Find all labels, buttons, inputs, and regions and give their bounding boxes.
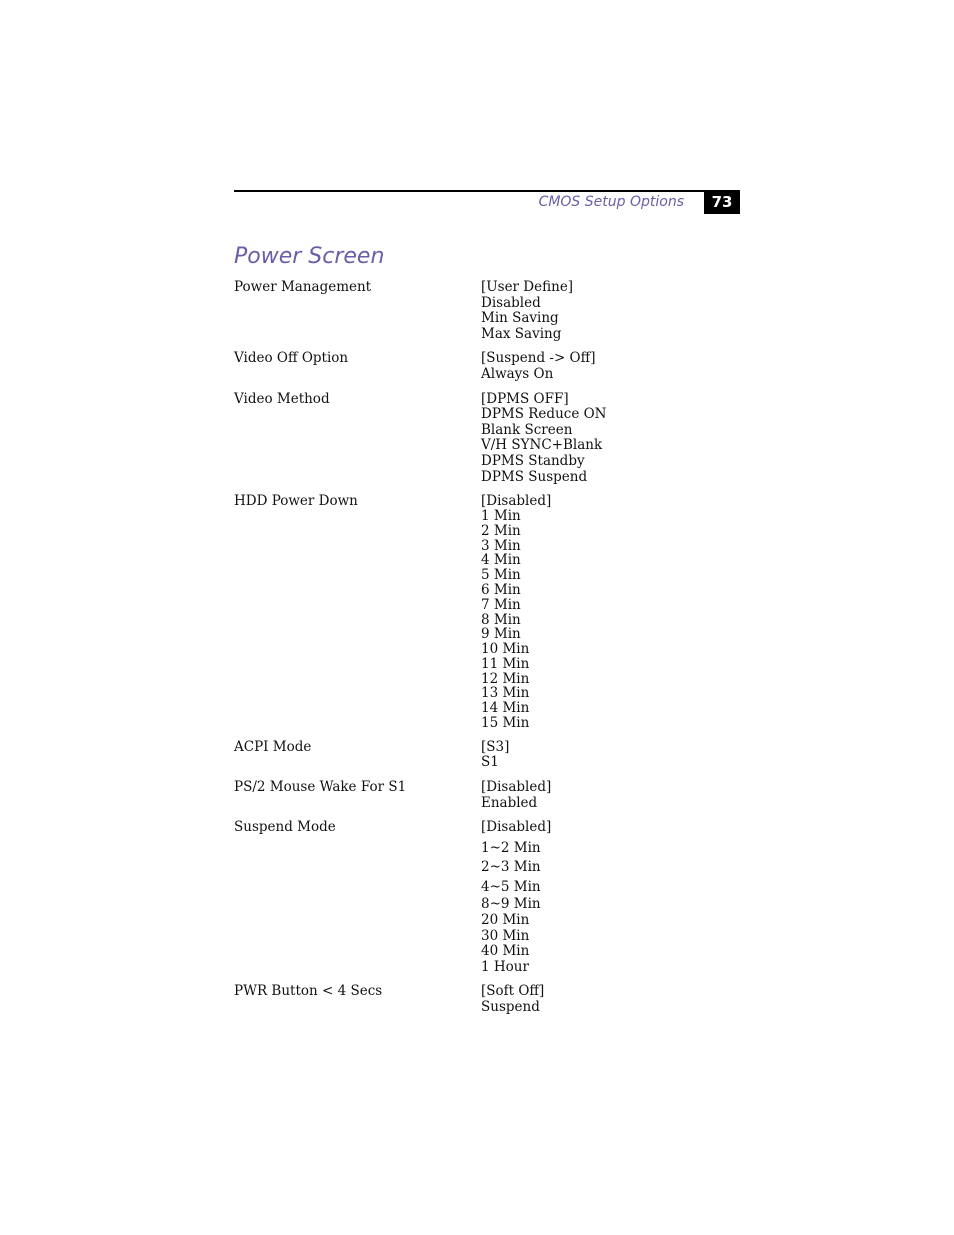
setting-option: DPMS Suspend (481, 468, 588, 485)
setting-options (481, 820, 740, 975)
setting-options (481, 494, 740, 731)
page-number: 73 (704, 190, 740, 214)
setting-option: 20 Min (481, 911, 530, 928)
setting-option: 9 Min (481, 626, 521, 643)
setting-option: 12 Min (481, 670, 530, 687)
setting-option: 5 Min (481, 567, 521, 584)
setting-row-video-method (234, 392, 740, 486)
setting-option: Blank Screen (481, 421, 573, 438)
setting-label: Power Management (234, 279, 372, 295)
setting-option: 6 Min (481, 581, 521, 598)
setting-option: 11 Min (481, 655, 530, 672)
setting-row-video-off-option (234, 351, 740, 382)
setting-option: [Soft Off] (481, 983, 545, 1000)
setting-option: Always On (481, 365, 554, 382)
setting-option: 40 Min (481, 943, 530, 960)
setting-option: S1 (481, 754, 499, 771)
setting-row-ps2-mouse-wake (234, 780, 740, 811)
setting-option: 15 Min (481, 715, 530, 732)
setting-row-suspend-mode (234, 820, 740, 975)
setting-options (481, 280, 740, 342)
setting-label: ACPI Mode (234, 738, 312, 755)
setting-option: 4 Min (481, 552, 521, 569)
setting-label: Video Off Option (234, 350, 349, 367)
setting-row-power-management (234, 280, 740, 342)
setting-option: [S3] (481, 738, 510, 755)
setting-options (481, 984, 740, 1015)
setting-option: V/H SYNC+Blank (481, 437, 603, 454)
setting-row-acpi-mode (234, 740, 740, 771)
setting-option: 3 Min (481, 537, 521, 554)
setting-label: PS/2 Mouse Wake For S1 (234, 779, 407, 796)
setting-options (481, 780, 740, 811)
setting-option: 2 Min (481, 522, 521, 539)
setting-option: DPMS Standby (481, 452, 585, 469)
setting-options (481, 740, 740, 771)
setting-option: 13 Min (481, 685, 530, 702)
setting-options (481, 351, 740, 382)
setting-option: [User Define] (481, 279, 574, 295)
setting-option: Suspend (481, 998, 540, 1015)
setting-options (481, 392, 740, 486)
setting-label: HDD Power Down (234, 493, 358, 510)
setting-option: 1~2 Min (481, 839, 541, 856)
setting-label: PWR Button < 4 Secs (234, 983, 383, 1000)
section-title: Power Screen (234, 244, 385, 269)
settings-table (234, 280, 740, 1025)
setting-option: [Disabled] (481, 779, 552, 796)
setting-option: [Disabled] (481, 493, 552, 510)
setting-label: Video Method (234, 390, 330, 407)
setting-option: Disabled (481, 294, 541, 311)
setting-option: [DPMS OFF] (481, 390, 569, 407)
setting-option: 14 Min (481, 700, 530, 717)
setting-option: 1 Min (481, 507, 521, 524)
setting-option: [Suspend -> Off] (481, 350, 596, 367)
running-title: CMOS Setup Options (538, 194, 684, 210)
setting-option: Min Saving (481, 310, 559, 327)
setting-option: Max Saving (481, 325, 562, 342)
setting-option: DPMS Reduce ON (481, 406, 607, 423)
setting-option: [Disabled] (481, 819, 552, 836)
setting-label: Suspend Mode (234, 819, 336, 836)
setting-option: 30 Min (481, 927, 530, 944)
header-rule (234, 190, 740, 192)
setting-option: 1 Hour (481, 958, 529, 975)
setting-option: 8~9 Min (481, 896, 541, 913)
setting-row-hdd-power-down (234, 494, 740, 731)
setting-option: 8 Min (481, 611, 521, 628)
setting-option: 10 Min (481, 641, 530, 658)
setting-row-pwr-button (234, 984, 740, 1015)
setting-option: Enabled (481, 794, 538, 811)
setting-option: 7 Min (481, 596, 521, 613)
setting-option: 4~5 Min (481, 878, 541, 895)
setting-option: 2~3 Min (481, 859, 541, 876)
